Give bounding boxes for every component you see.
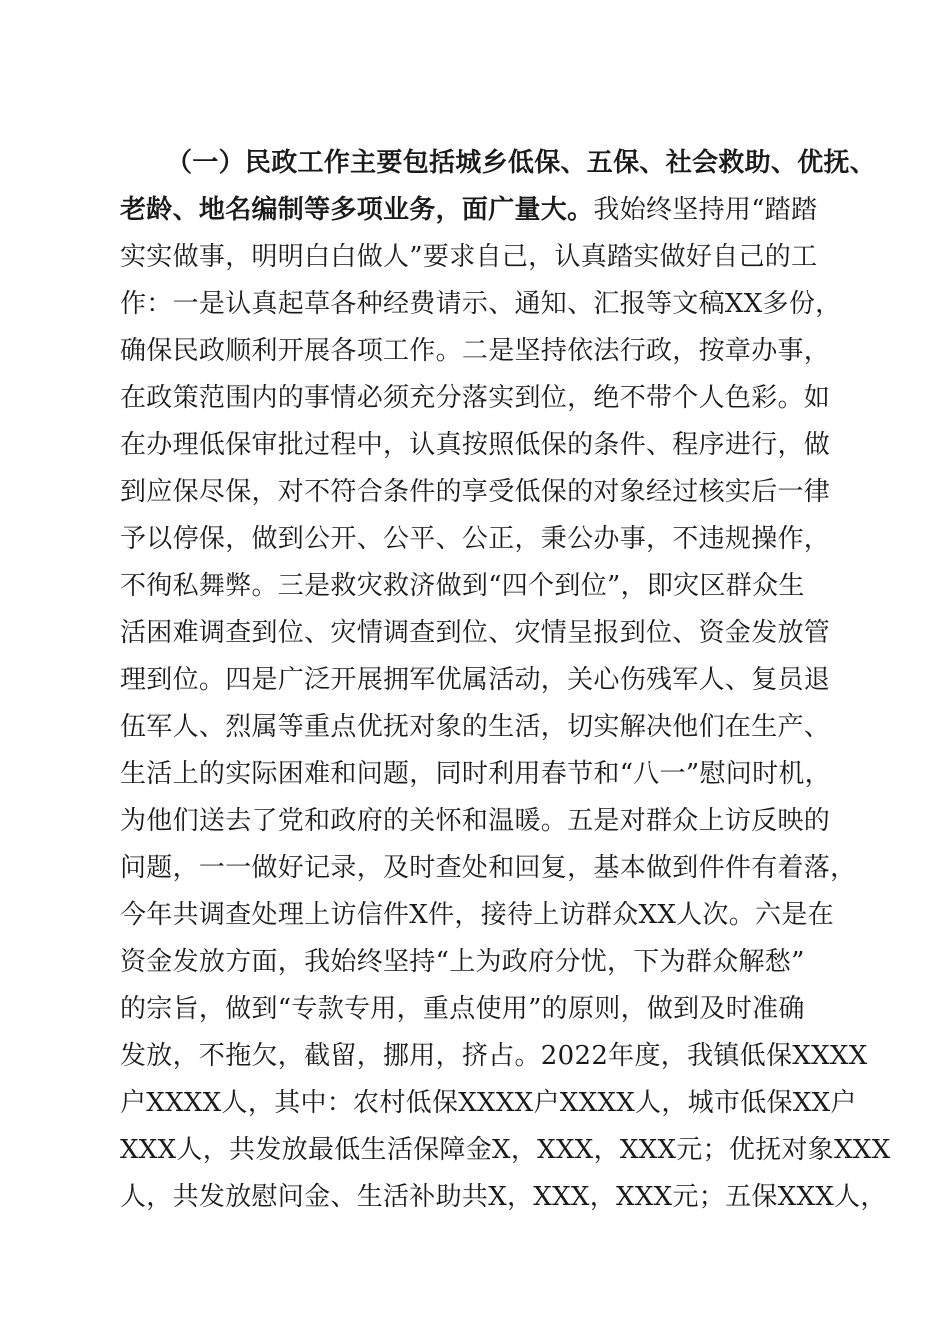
text-line: 予以停保，做到公开、公平、公正，秉公办事，不违规操作， (120, 524, 831, 554)
text-line: 实实做事，明明白白做人”要求自己，认真踏实做好自己的工 (120, 242, 818, 272)
text-line (120, 187, 840, 234)
text-line: XXX人，共发放最低生活保障金X，XXX，XXX元；优抚对象XXX (120, 1135, 891, 1165)
text-line: 资金发放方面，我始终坚持“上为政府分忧，下为群众解愁” (120, 947, 805, 977)
heading-continuation: 老龄、地名编制等多项业务，面广量大。 (120, 195, 594, 225)
text-line: 不徇私舞弊。三是救灾救济做到“四个到位”，即灾区群众生 (120, 571, 805, 601)
text-line: 到应保尽保，对不符合条件的享受低保的对象经过核实后一律 (120, 477, 831, 507)
text-line: 生活上的实际困难和问题，同时利用春节和“八一”慰问时机， (120, 759, 831, 789)
text-line: 在政策范围内的事情必须充分落实到位，绝不带个人色彩。如 (120, 383, 831, 413)
text-line: 伍军人、烈属等重点优抚对象的生活，切实解决他们在生产、 (120, 712, 831, 742)
body-paragraph (120, 140, 891, 1221)
text-line: 今年共调查处理上访信件X件，接待上访群众XX人次。六是在 (120, 900, 834, 930)
text-line: 发放，不拖欠，截留，挪用，挤占。2022年度，我镇低保XXXX (120, 1041, 868, 1071)
text-line: 活困难调查到位、灾情调查到位、灾情呈报到位、资金发放管 (120, 618, 831, 648)
text-line: 人，共发放慰问金、生活补助共X，XXX，XXX元；五保XXX人， (120, 1182, 887, 1212)
text-line: 问题，一一做好记录，及时查处和回复，基本做到件件有着落， (120, 853, 857, 883)
text-line: 确保民政顺利开展各项工作。二是坚持依法行政，按章办事， (120, 336, 831, 366)
text-line: 作：一是认真起草各种经费请示、通知、汇报等文稿XX多份， (120, 289, 842, 319)
text-line: 在办理低保审批过程中，认真按照低保的条件、程序进行，做 (120, 430, 831, 460)
text-line: 为他们送去了党和政府的关怀和温暖。五是对群众上访反映的 (120, 806, 831, 836)
text-line: 理到位。四是广泛开展拥军优属活动，关心伤残军人、复员退 (120, 665, 831, 695)
text-line: 户XXXX人，其中：农村低保XXXX户XXXX人，城市低保XX户 (120, 1088, 857, 1118)
text-segment: 我始终坚持用“踏踏 (593, 195, 818, 225)
text-line: 的宗旨，做到“专款专用，重点使用”的原则，做到及时准确 (120, 994, 805, 1024)
section-heading: （一）民政工作主要包括城乡低保、五保、社会救助、优抚、 (166, 148, 877, 178)
